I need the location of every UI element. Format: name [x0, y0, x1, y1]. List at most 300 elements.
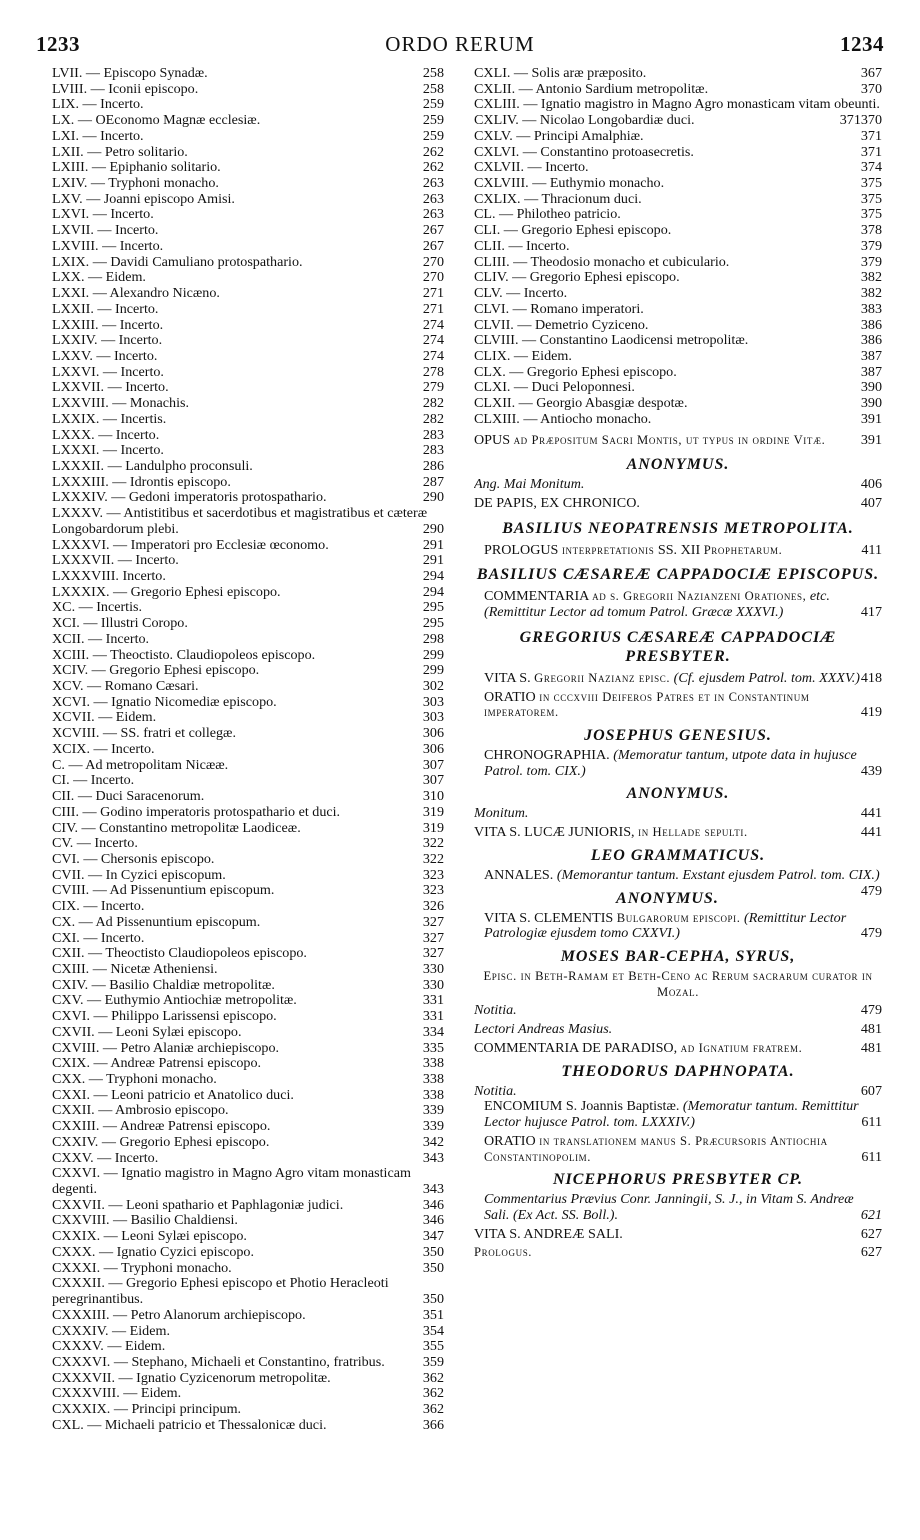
entry-page: 343: [422, 1181, 444, 1198]
entry-page: 295: [422, 599, 444, 616]
entry-page: 278: [422, 363, 444, 380]
entry-page: 327: [422, 929, 444, 946]
entry-page: 282: [422, 410, 444, 427]
entry-title: LXVII. — Incerto.: [52, 223, 159, 239]
toc-entry: [52, 821, 444, 837]
toc-entry: [52, 396, 444, 412]
section-heading-theodorus: THEODORUS DAPHNOPATA.: [561, 1062, 795, 1080]
entry-title: CXLIII. — Ignatio magistro in Magno Agro monasticam vitam obeunti.: [474, 96, 880, 113]
entry-title: XC. — Incertis.: [52, 600, 143, 616]
toc-entry: [52, 726, 444, 742]
toc-entry: [52, 883, 444, 899]
entry-page: 371: [839, 112, 861, 129]
entry-title: LXXXIV. — Gedoni imperatoris protospathario.: [52, 490, 327, 506]
toc-entry: [52, 1135, 444, 1151]
entry-title: XCVI. — Ignatio Nicomediæ episcopo.: [52, 694, 277, 710]
toc-entry: [52, 1041, 444, 1057]
toc-entry: [474, 113, 861, 129]
toc-entry: [474, 239, 882, 255]
toc-entry: [52, 428, 444, 444]
entry-page: 307: [422, 756, 444, 773]
entry-page: 319: [422, 803, 444, 820]
toc-entry: [52, 648, 444, 664]
section-heading-gregorius: GREGORIUS CÆSAREÆ CAPPADOCIÆ PRESBYTER.: [519, 628, 837, 665]
entry-page: 283: [422, 426, 444, 443]
section-subheading-moses: Episc. in Beth-Ramam et Beth-Ceno ac Rerum sacrarum curator in Mozal.: [483, 969, 873, 999]
toc-entry: COMMENTARIA DE PARADISO, ad Ignatium fratrem. 481: [474, 1039, 882, 1056]
toc-entry: [52, 836, 444, 852]
toc-entry: [474, 333, 882, 349]
entry-title: LXXVII. — Incerto.: [52, 380, 169, 396]
entry-title: XCI. — Illustri Coropo.: [52, 616, 188, 632]
entry-title: LXII. — Petro solitario.: [52, 144, 188, 160]
toc-entry: [52, 1371, 444, 1387]
entry-page: 370: [860, 80, 882, 97]
entry-title: CXLIV. — Nicolao Longobardiæ duci.: [474, 113, 695, 129]
entry-page: 258: [422, 65, 444, 81]
entry-page: 370: [860, 112, 882, 129]
entry-page: 390: [860, 395, 882, 412]
toc-entry: [52, 1151, 444, 1167]
entry-page: 387: [860, 347, 882, 364]
toc-entry: ORATIO in translationem manus S. Præcursoris Antiochia Constantinopolim. 611: [484, 1132, 882, 1165]
entry-page: 259: [422, 127, 444, 144]
toc-entry: VITA S. LUCÆ JUNIORIS, in Hellade sepulti. 441: [474, 824, 882, 841]
toc-entry: Ang. Mai Monitum. 406: [474, 476, 882, 493]
toc-entry: [52, 978, 444, 994]
entry-title: CXLV. — Principi Amalphiæ.: [474, 128, 644, 144]
entry-page: 338: [422, 1086, 444, 1103]
toc-entry: [52, 1386, 444, 1402]
entry-page: 371: [860, 143, 882, 160]
toc-entry: [52, 600, 444, 616]
toc-entry: [474, 207, 882, 223]
entry-title: CXXII. — Ambrosio episcopo.: [52, 1103, 229, 1119]
toc-entry: [52, 1324, 444, 1340]
entry-page: 307: [422, 772, 444, 789]
left-column: [52, 66, 444, 1434]
right-letter-list: [474, 66, 882, 428]
entry-page: 382: [860, 269, 882, 286]
toc-entry: Commentarius Prævius Conr. Janningii, S. J., in Vitam S. Andreæ Sali. (Ex Act. SS. Boll.). 621: [484, 1191, 882, 1223]
opus-entry: OPUS ad Præpositum Sacri Montis, ut typus in ordine Vitæ. 391: [474, 431, 882, 448]
entry-page: 270: [422, 253, 444, 270]
toc-entry: [52, 1418, 444, 1434]
entry-page: 375: [860, 175, 882, 192]
toc-entry: [474, 380, 882, 396]
entry-page: 362: [422, 1385, 444, 1402]
entry-title: CXVI. — Philippo Larissensi episcopo.: [52, 1009, 277, 1025]
section-heading-anonymus-3: ANONYMUS.: [616, 889, 719, 907]
section-heading-basilius-neopatrensis: BASILIUS NEOPATRENSIS METROPOLITA.: [502, 519, 854, 537]
entry-page: 286: [422, 457, 444, 474]
entry-title: LXIII. — Epiphanio solitario.: [52, 160, 221, 176]
entry-page: 362: [422, 1401, 444, 1418]
toc-entry: [52, 490, 444, 506]
entry-title: XCIV. — Gregorio Ephesi episcopo.: [52, 663, 260, 679]
entry-title: LVII. — Episcopo Synadæ.: [52, 66, 208, 81]
entry-page: 290: [422, 489, 444, 506]
section-heading-nicephorus: NICEPHORUS PRESBYTER CP.: [553, 1171, 803, 1189]
entry-page: 310: [422, 788, 444, 805]
entry-title: CIX. — Incerto.: [52, 899, 145, 915]
entry-title: CXLVIII. — Euthymio monacho.: [474, 176, 665, 192]
entry-title: CXI. — Incerto.: [52, 930, 145, 946]
toc-entry: [52, 789, 444, 805]
entry-page: 327: [422, 945, 444, 962]
entry-page: 355: [422, 1338, 444, 1355]
entry-title: CXXIV. — Gregorio Ephesi episcopo.: [52, 1134, 270, 1150]
toc-entry: [52, 286, 444, 302]
toc-entry: [474, 412, 882, 428]
entry-page: 351: [422, 1306, 444, 1323]
page-number-right: 1234: [840, 32, 884, 56]
entry-title: CLIV. — Gregorio Ephesi episcopo.: [474, 270, 680, 286]
toc-entry: [52, 1308, 444, 1324]
entry-title: LXXXVII. — Incerto.: [52, 553, 179, 569]
toc-entry: Prologus. 627: [474, 1244, 882, 1261]
toc-entry: [52, 412, 444, 428]
toc-entry: [52, 1229, 444, 1245]
entry-page: 359: [422, 1353, 444, 1370]
toc-entry: VITA S. Gregorii Nazianz episc. (Cf. ejusdem Patrol. tom. XXXV.) 418: [484, 669, 882, 686]
toc-entry: [52, 66, 444, 82]
entry-page: 386: [860, 316, 882, 333]
entry-page: 259: [422, 112, 444, 129]
toc-entry: [474, 192, 882, 208]
toc-entry: ANNALES. (Memorantur tantum. Exstant ejusdem Patrol. tom. CIX.) 479: [484, 866, 882, 899]
entry-title: LXXXIII. — Idrontis episcopo.: [52, 474, 231, 490]
toc-entry: [52, 1119, 444, 1135]
entry-page: 262: [422, 159, 444, 176]
entry-page: 331: [422, 992, 444, 1009]
entry-page: 291: [422, 536, 444, 553]
right-column: [474, 66, 882, 1261]
entry-page: 259: [422, 96, 444, 113]
entry-page: 263: [422, 190, 444, 207]
entry-title: LVIII. — Iconii episcopo.: [52, 81, 199, 97]
toc-entry: [52, 632, 444, 648]
entry-page: 378: [860, 222, 882, 239]
toc-entry: [474, 349, 882, 365]
toc-entry: [52, 1166, 444, 1197]
entry-page: 294: [422, 568, 444, 584]
toc-entry: PROLOGUS interpretationis SS. XII Prophetarum. 411: [484, 541, 882, 558]
toc-entry: [52, 1261, 444, 1277]
toc-entry: [474, 255, 882, 271]
toc-entry: [52, 585, 444, 601]
toc-entry: [52, 333, 444, 349]
toc-entry: [52, 176, 444, 192]
toc-entry: [52, 742, 444, 758]
entry-page: 303: [422, 709, 444, 726]
entry-title: CXXXIX. — Principi principum.: [52, 1402, 242, 1418]
section-heading-leo: LEO GRAMMATICUS.: [590, 846, 766, 864]
toc-entry: [474, 129, 882, 145]
entry-title: CXXXV. — Eidem.: [52, 1339, 166, 1355]
entry-page: 375: [860, 190, 882, 207]
entry-title: CLV. — Incerto.: [474, 286, 568, 302]
entry-page: 294: [422, 583, 444, 600]
entry-title: CVI. — Chersonis episcopo.: [52, 851, 215, 867]
entry-page: 343: [422, 1149, 444, 1166]
toc-entry: [52, 1103, 444, 1119]
entry-title: CV. — Incerto.: [52, 836, 138, 852]
toc-entry: [52, 207, 444, 223]
toc-entry: [52, 1198, 444, 1214]
entry-page: 387: [860, 363, 882, 380]
entry-title: XCIII. — Theoctisto. Claudiopoleos episcopo.: [52, 647, 316, 663]
entry-page: 338: [422, 1055, 444, 1072]
toc-entry: Lectori Andreas Masius. 481: [474, 1021, 882, 1038]
entry-title: XCVIII. — SS. fratri et collegæ.: [52, 726, 236, 742]
entry-title: CLVII. — Demetrio Cyziceno.: [474, 317, 649, 333]
toc-entry: [52, 1088, 444, 1104]
entry-page: 366: [422, 1416, 444, 1433]
entry-page: 379: [860, 253, 882, 270]
entry-title: CLI. — Gregorio Ephesi episcopo.: [474, 223, 672, 239]
section-heading-basilius-caesareae: BASILIUS CÆSAREÆ CAPPADOCIÆ EPISCOPUS.: [476, 566, 880, 584]
toc-entry: [52, 1339, 444, 1355]
toc-entry: CHRONOGRAPHIA. (Memoratur tantum, utpote data in hujusce Patrol. tom. CIX.) 439: [484, 747, 882, 779]
entry-title: LXVI. — Incerto.: [52, 207, 154, 223]
entry-page: 274: [422, 316, 444, 333]
entry-title: CLXIII. — Antiocho monacho.: [474, 411, 652, 427]
toc-entry: [52, 1072, 444, 1088]
entry-page: 306: [422, 740, 444, 757]
entry-title: CXXX. — Ignatio Cyzici episcopo.: [52, 1244, 254, 1260]
entry-page: 379: [860, 237, 882, 254]
entry-title: CXXI. — Leoni patricio et Anatolico duci.: [52, 1087, 294, 1103]
entry-title: LXXI. — Alexandro Nicæno.: [52, 286, 220, 302]
toc-entry: [474, 160, 882, 176]
entry-title: CXX. — Tryphoni monacho.: [52, 1072, 217, 1087]
entry-page: 274: [422, 332, 444, 349]
toc-entry: [52, 852, 444, 868]
toc-entry: [52, 710, 444, 726]
entry-page: 262: [422, 143, 444, 160]
entry-title: CLVI. — Romano imperatori.: [474, 301, 644, 317]
entry-page: 283: [422, 442, 444, 459]
entry-page: 290: [422, 520, 444, 537]
entry-page: 347: [422, 1228, 444, 1245]
toc-entry: [52, 915, 444, 931]
entry-title: LXV. — Joanni episcopo Amisi.: [52, 191, 235, 207]
entry-title: CXVIII. — Petro Alaniæ archiepiscopo.: [52, 1040, 280, 1056]
entry-title: CLIII. — Theodosio monacho et cubiculario.: [474, 254, 730, 270]
entry-page: 330: [422, 960, 444, 977]
entry-page: 291: [422, 552, 444, 569]
entry-page: 319: [422, 819, 444, 836]
entry-page: 391: [860, 410, 882, 427]
entry-page: 390: [860, 379, 882, 396]
entry-page: 330: [422, 976, 444, 993]
entry-title: LXXXVI. — Imperatori pro Ecclesiæ œconomo.: [52, 537, 329, 553]
toc-entry: [52, 380, 444, 396]
entry-page: 346: [422, 1196, 444, 1213]
entry-title: LXXXVIII. Incerto.: [52, 569, 166, 584]
entry-title: CXXV. — Incerto.: [52, 1150, 159, 1166]
entry-title: LXXXI. — Incerto.: [52, 443, 164, 459]
entry-title: LXXII. — Incerto.: [52, 301, 159, 317]
toc-entry: ORATIO in cccxviii Deiferos Patres et in Constantinum imperatorem. 419: [484, 688, 882, 721]
entry-page: 339: [422, 1102, 444, 1119]
toc-entry: [474, 396, 882, 412]
entry-page: 303: [422, 693, 444, 710]
entry-page: 263: [422, 175, 444, 192]
entry-page: 322: [422, 850, 444, 867]
entry-title: CLX. — Gregorio Ephesi episcopo.: [474, 364, 677, 380]
toc-entry: [52, 255, 444, 271]
entry-title: CXL. — Michaeli patricio et Thessalonicæ duci.: [52, 1417, 327, 1433]
entry-page: 350: [422, 1259, 444, 1276]
entry-title: XCVII. — Eidem.: [52, 710, 157, 726]
entry-page: 298: [422, 630, 444, 647]
entry-title: CIII. — Godino imperatoris protospathario et duci.: [52, 804, 341, 820]
toc-entry: [52, 475, 444, 491]
toc-entry: [52, 459, 444, 475]
entry-title: CXXXI. — Tryphoni monacho.: [52, 1260, 232, 1276]
entry-title: CXXXIV. — Eidem.: [52, 1323, 170, 1339]
toc-entry: VITA S. ANDREÆ SALI. 627: [474, 1225, 882, 1242]
entry-title: LXIX. — Davidi Camuliano protospathario.: [52, 254, 303, 270]
entry-title: CL. — Philotheo patricio.: [474, 207, 621, 223]
entry-title: CXLVI. — Constantino protoasecretis.: [474, 144, 694, 160]
entry-title: LXXIX. — Incertis.: [52, 411, 167, 427]
entry-title: CXII. — Theoctisto Claudiopoleos episcopo.: [52, 946, 307, 962]
entry-page: 350: [422, 1243, 444, 1260]
entry-title: CXXVI. — Ignatio magistro in Magno Agro vitam monasticam degenti.: [52, 1165, 411, 1198]
entry-page: 339: [422, 1118, 444, 1135]
entry-title: LXI. — Incerto.: [52, 128, 144, 144]
entry-page: 267: [422, 222, 444, 239]
entry-title: CLVIII. — Constantino Laodicensi metropolitæ.: [474, 333, 749, 349]
toc-entry: [52, 270, 444, 286]
entry-title: CLXI. — Duci Peloponnesi.: [474, 380, 635, 396]
entry-title: XCV. — Romano Cæsari.: [52, 679, 199, 695]
entry-page: 350: [422, 1291, 444, 1308]
toc-entry: [474, 145, 882, 161]
toc-entry: [52, 616, 444, 632]
entry-title: CXXXVII. — Ignatio Cyzicenorum metropolitæ.: [52, 1370, 331, 1386]
entry-page: 287: [422, 473, 444, 490]
entry-title: CXV. — Euthymio Antiochiæ metropolitæ.: [52, 993, 297, 1009]
section-heading-moses: MOSES BAR-CEPHA, SYRUS,: [560, 948, 796, 966]
entry-page: 271: [422, 285, 444, 302]
toc-entry: [52, 538, 444, 554]
entry-page: 270: [422, 269, 444, 286]
toc-entry: [52, 318, 444, 334]
toc-entry: [52, 569, 444, 585]
toc-entry: [52, 1402, 444, 1418]
entry-page: 354: [422, 1322, 444, 1339]
toc-entry: [52, 97, 444, 113]
running-header: [36, 32, 884, 56]
entry-page: 267: [422, 237, 444, 254]
entry-title: CXXXII. — Gregorio Ephesi episcopo et Photio Heracleoti peregrinantibus.: [52, 1275, 389, 1308]
entry-page: 282: [422, 395, 444, 412]
entry-page: 299: [422, 646, 444, 663]
entry-title: CII. — Duci Saracenorum.: [52, 789, 205, 805]
toc-entry: [474, 270, 882, 286]
toc-entry: [52, 695, 444, 711]
section-heading-anonymus-2: ANONYMUS.: [626, 785, 730, 803]
entry-title: LXXIII. — Incerto.: [52, 317, 164, 333]
entry-page: 367: [860, 65, 882, 81]
toc-entry: [52, 1213, 444, 1229]
entry-page: 306: [422, 725, 444, 742]
entry-page: 342: [422, 1133, 444, 1150]
toc-entry: [52, 553, 444, 569]
entry-title: CVIII. — Ad Pissenuntium episcopum.: [52, 883, 275, 899]
entry-title: CXIII. — Nicetæ Atheniensi.: [52, 961, 218, 977]
toc-entry: [52, 82, 444, 98]
entry-page: 263: [422, 206, 444, 223]
toc-entry: [52, 679, 444, 695]
entry-page: 334: [422, 1023, 444, 1040]
entry-title: LXXV. — Incerto.: [52, 348, 158, 364]
entry-page: 323: [422, 882, 444, 899]
toc-entry: [52, 1009, 444, 1025]
toc-entry: [52, 349, 444, 365]
entry-title: CXXXVI. — Stephano, Michaeli et Constantino, fratribus.: [52, 1353, 385, 1370]
entry-title: LXXX. — Incerto.: [52, 427, 160, 443]
entry-page: 335: [422, 1039, 444, 1056]
toc-entry: [52, 1245, 444, 1261]
entry-title: CVII. — In Cyzici episcopum.: [52, 867, 226, 883]
entry-page: 302: [422, 678, 444, 695]
toc-entry: DE PAPIS, EX CHRONICO. 407: [474, 494, 882, 511]
toc-entry: [474, 176, 882, 192]
toc-entry: [52, 506, 444, 537]
entry-title: CI. — Incerto.: [52, 773, 135, 789]
toc-entry: Monitum. 441: [474, 805, 882, 822]
entry-page: 322: [422, 835, 444, 852]
entry-page: 271: [422, 300, 444, 317]
toc-entry: [52, 758, 444, 774]
toc-entry: [52, 663, 444, 679]
entry-title: LIX. — Incerto.: [52, 97, 144, 113]
toc-entry: [52, 223, 444, 239]
entry-page: 299: [422, 662, 444, 679]
entry-page: 258: [422, 80, 444, 97]
toc-entry: [52, 899, 444, 915]
section-heading-anonymus-1: ANONYMUS.: [626, 456, 730, 474]
entry-title: LXX. — Eidem.: [52, 270, 146, 286]
toc-entry: [474, 302, 882, 318]
entry-page: 323: [422, 866, 444, 883]
toc-entry: [474, 365, 882, 381]
entry-page: 338: [422, 1071, 444, 1087]
entry-title: CLIX. — Eidem.: [474, 348, 572, 364]
section-heading-josephus: JOSEPHUS GENESIUS.: [584, 727, 772, 744]
entry-title: LX. — OEconomo Magnæ ecclesiæ.: [52, 113, 261, 129]
entry-title: CXXIX. — Leoni Sylæi episcopo.: [52, 1229, 247, 1245]
page-number-left: 1233: [36, 32, 80, 56]
entry-title: CXXVIII. — Basilio Chaldiensi.: [52, 1213, 238, 1229]
entry-title: CX. — Ad Pissenuntium episcopum.: [52, 914, 261, 930]
toc-entry: [52, 145, 444, 161]
entry-title: CXLVII. — Incerto.: [474, 160, 589, 176]
entry-title: CXIX. — Andreæ Patrensi episcopo.: [52, 1056, 262, 1072]
entry-title: CLII. — Incerto.: [474, 238, 570, 254]
entry-title: CXLIX. — Thracionum duci.: [474, 191, 642, 207]
entry-page: 327: [422, 913, 444, 930]
toc-entry: COMMENTARIA ad s. Gregorii Nazianzeni Orationes, etc. (Remittitur Lector ad tomum Patrol. Græcæ XXXVI.) 417: [484, 588, 882, 621]
toc-entry: [52, 160, 444, 176]
toc-entry: Notitia. 607: [474, 1082, 882, 1099]
entry-title: XCII. — Incerto.: [52, 631, 150, 647]
